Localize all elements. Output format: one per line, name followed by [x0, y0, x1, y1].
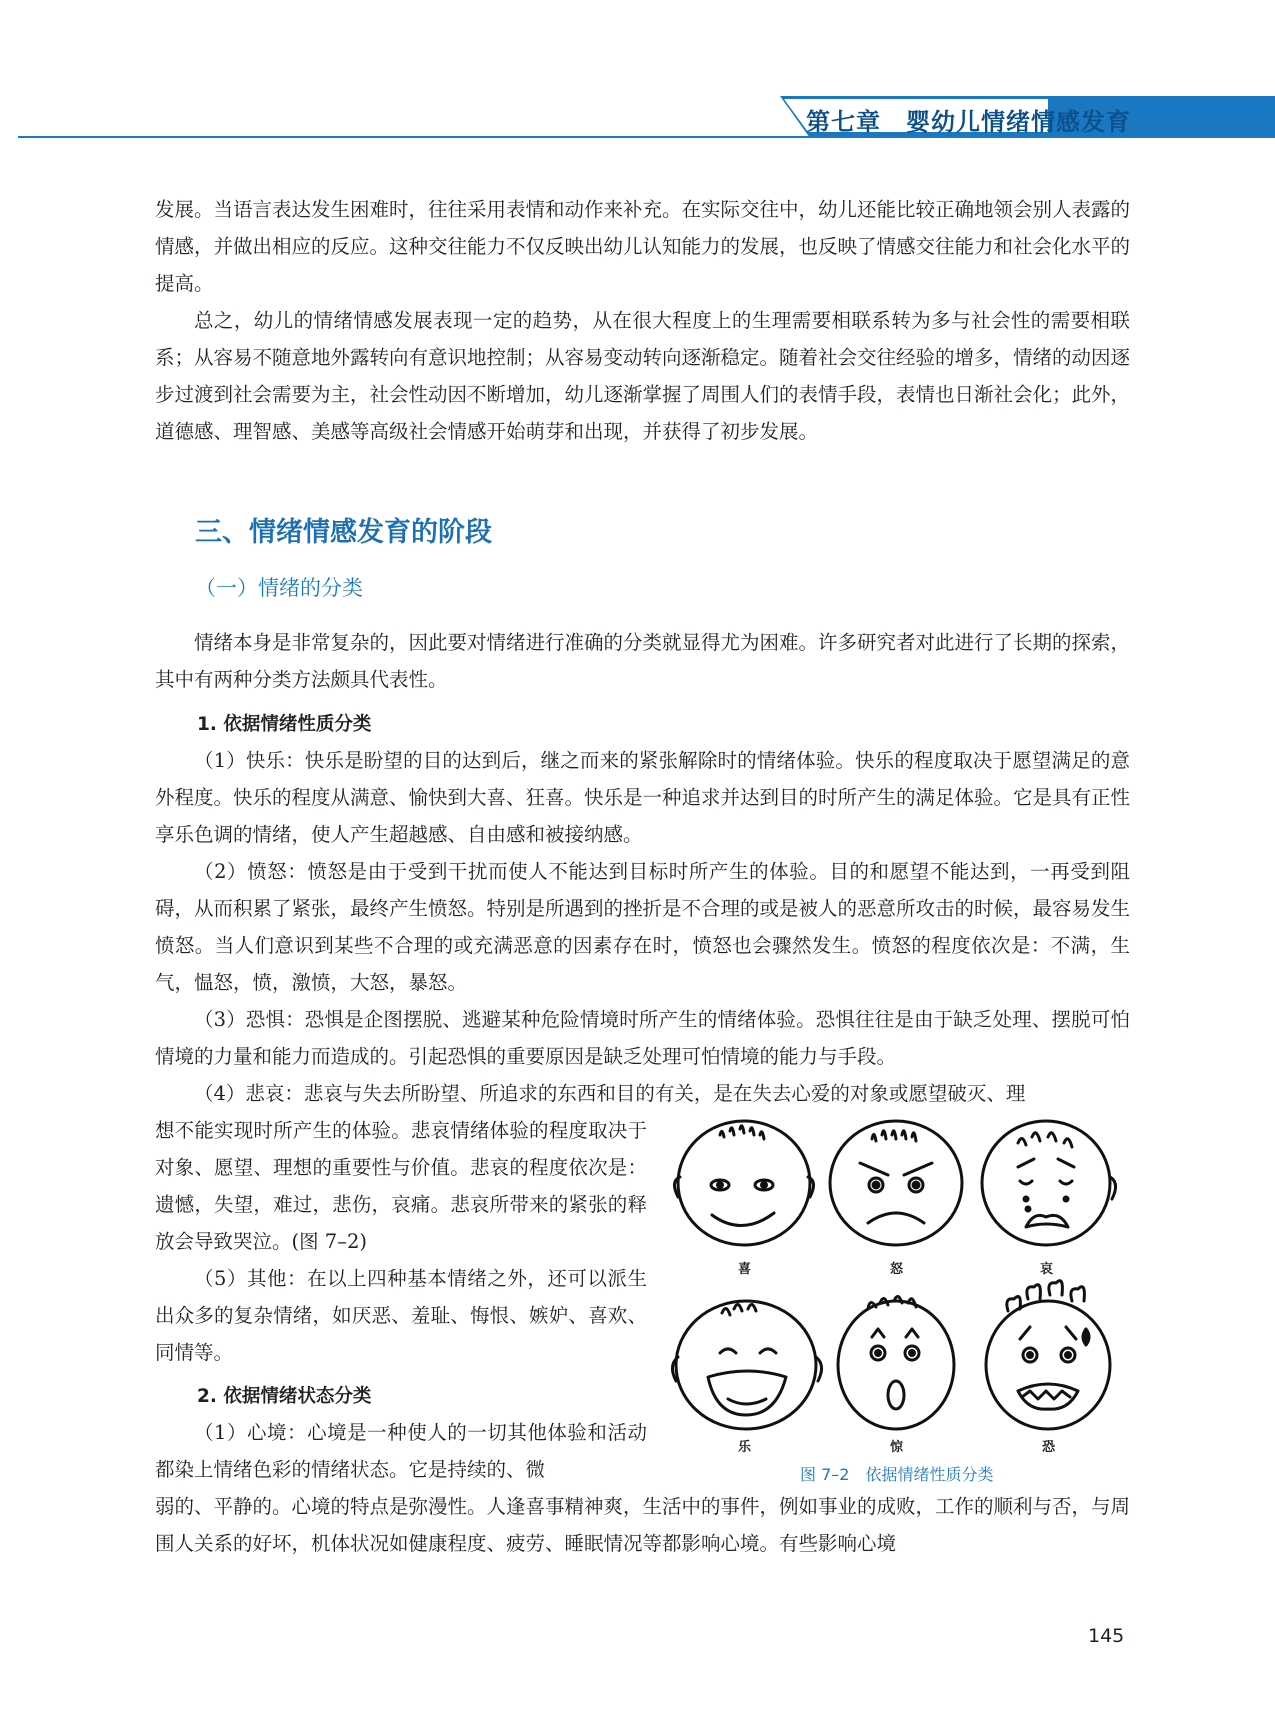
paragraph-3: 情绪本身是非常复杂的，因此要对情绪进行准确的分类就显得尤为困难。许多研究者对此进行了长期的探索，其中有两种分类方法颇具代表性。 [155, 631, 1131, 691]
face-happy [674, 1121, 813, 1245]
face-label-fearful: 恐 [1042, 1440, 1056, 1455]
face-label-surprised: 惊 [890, 1440, 904, 1455]
face-sad [982, 1121, 1116, 1245]
paragraph-anger: （2）愤怒：愤怒是由于受到干扰而使人不能达到目标时所产生的体验。目的和愿望不能达到，一再受到阻碍，从而积累了紧张，最终产生愤怒。特别是所遇到的挫折是不合理的或是被人的恶意所攻击的时候，最容易发生愤怒。当人们意识到某些不合理的或充满恶意的因素存在时，愤怒也会骤然发生。愤怒的程度依次是：不满，生气，愠怒，愤，激愤，大怒，暴怒。 [155, 860, 1131, 994]
emotion-faces-figure [668, 1115, 1118, 1455]
face-label-sad: 哀 [1040, 1262, 1054, 1277]
paragraph-sorrow: 想不能实现时所产生的体验。悲哀情绪体验的程度取决于对象、愿望、理想的重要性与价值。悲哀的程度依次是：遗憾，失望，难过，悲伤，哀痛。悲哀所带来的紧张的释放会导致哭泣。(图 7–2) [155, 1119, 647, 1253]
chapter-number: 第七章 [806, 108, 881, 136]
header-rule [18, 136, 1275, 138]
chapter-header-title [806, 102, 1131, 137]
face-label-angry: 怒 [890, 1262, 904, 1277]
item-heading-2: 2. 依据情绪状态分类 [197, 1386, 372, 1407]
face-joyful [672, 1301, 821, 1429]
page-number: 145 [1088, 1625, 1125, 1647]
paragraph-sorrow-line1: （4）悲哀：悲哀与失去所盼望、所追求的东西和目的有关，是在失去心爱的对象或愿望破灭、理 [194, 1082, 1026, 1105]
paragraph-other: （5）其他：在以上四种基本情绪之外，还可以派生出众多的复杂情绪，如厌恶、羞耻、悔恨、嫉妒、喜欢、同情等。 [155, 1267, 647, 1364]
paragraph-mood-line1: （1）心境：心境是一种使人的一切其他体验和活动都染上情绪色彩的情绪状态。它是持续的、微 [155, 1421, 647, 1481]
face-label-happy: 喜 [738, 1262, 752, 1277]
chapter-title: 婴幼儿情绪情感发育 [906, 108, 1131, 136]
figure-caption: 图 7–2 依据情绪性质分类 [800, 1465, 994, 1484]
paragraph-joy: （1）快乐：快乐是盼望的目的达到后，继之而来的紧张解除时的情绪体验。快乐的程度取决于愿望满足的意外程度。快乐的程度从满意、愉快到大喜、狂喜。快乐是一种追求并达到目的时所产生的满足体验。它是具有正性享乐色调的情绪，使人产生超越感、自由感和被接纳感。 [155, 749, 1131, 846]
item-heading-1: 1. 依据情绪性质分类 [197, 714, 372, 735]
face-angry [830, 1121, 962, 1245]
paragraph-2: 总之，幼儿的情绪情感发展表现一定的趋势，从在很大程度上的生理需要相联系转为多与社会性的需要相联系；从容易不随意地外露转向有意识地控制；从容易变动转向逐渐稳定。随着社会交往经验的增多，情绪的动因逐步过渡到社会需要为主，社会性动因不断增加，幼儿逐渐掌握了周围人们的表情手段，表情也日渐社会化；此外，道德感、理智感、美感等高级社会情感开始萌芽和出现，并获得了初步发展。 [155, 309, 1131, 443]
paragraph-fear: （3）恐惧：恐惧是企图摆脱、逃避某种危险情境时所产生的情绪体验。恐惧往往是由于缺乏处理、摆脱可怕情境的力量和能力而造成的。引起恐惧的重要原因是缺乏处理可怕情境的能力与手段。 [155, 1008, 1130, 1068]
paragraph-mood: 弱的、平静的。心境的特点是弥漫性。人逢喜事精神爽，生活中的事件，例如事业的成败，工作的顺利与否，与周围人关系的好坏，机体状况如健康程度、疲劳、睡眠情况等都影响心境。有些影响心境 [155, 1495, 1131, 1555]
face-fearful [986, 1281, 1110, 1429]
subsection-heading: （一）情绪的分类 [195, 576, 363, 600]
face-label-joyful: 乐 [738, 1440, 752, 1455]
section-heading: 三、情绪情感发育的阶段 [195, 517, 492, 548]
paragraph-1: 发展。当语言表达发生困难时，往往采用表情和动作来补充。在实际交往中，幼儿还能比较正确地领会别人表露的情感，并做出相应的反应。这种交往能力不仅反映出幼儿认知能力的发展，也反映了情感交往能力和社会化水平的提高。 [155, 198, 1131, 295]
face-surprised [838, 1296, 954, 1429]
